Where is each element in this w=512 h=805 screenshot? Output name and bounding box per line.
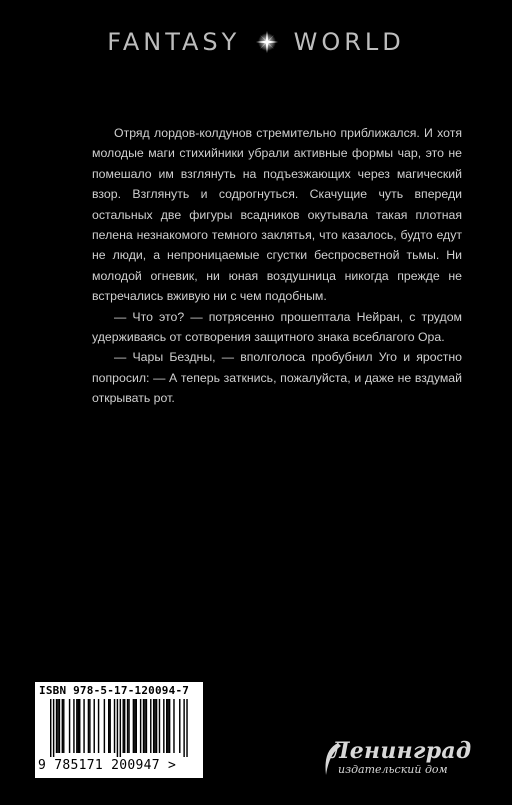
barcode-bar <box>76 699 77 753</box>
barcode-bar <box>136 699 137 753</box>
barcode-bar <box>186 699 187 757</box>
series-title <box>0 28 512 56</box>
barcode-bar <box>183 699 184 757</box>
sparkle-star-icon <box>256 31 278 53</box>
barcode-bar <box>173 699 174 753</box>
barcode-bar <box>69 699 70 753</box>
blurb-paragraph: — Чары Бездны, — вполголоса пробубнил Уго и яростно попросил: — А теперь заткнись, пожалуйста, и даже не вздумай открывать рот. <box>92 350 462 406</box>
barcode-bar <box>166 699 167 753</box>
barcode-icon <box>38 699 200 757</box>
barcode-bar <box>94 699 95 753</box>
barcode-bar <box>117 699 118 757</box>
barcode-bar <box>169 699 170 753</box>
barcode-bar <box>88 699 89 753</box>
barcode-bar <box>78 699 79 753</box>
barcode-bar <box>73 699 74 753</box>
barcode-bar <box>150 699 151 753</box>
barcode-bar <box>179 699 180 753</box>
publisher-logo <box>322 738 472 790</box>
series-title-right: WORLD <box>293 28 405 56</box>
barcode-bar <box>127 699 128 753</box>
barcode-block <box>35 682 203 778</box>
barcode-bar <box>114 699 115 753</box>
barcode-bar <box>146 699 147 753</box>
isbn-number: ISBN 978-5-17-120094-7 <box>39 684 190 697</box>
barcode-bar <box>123 699 124 753</box>
publisher-subtitle: издательский дом <box>338 763 448 776</box>
publisher-name: Ленинград <box>330 738 472 764</box>
barcode-bar <box>167 699 168 753</box>
barcode-bar <box>104 699 105 753</box>
barcode-bar <box>108 699 109 753</box>
barcode-bar <box>83 699 84 753</box>
blurb-paragraph: — Что это? — потрясенно прошептала Нейран, с трудом удерживаясь от сотворения защитного знака всеблагого Ора. <box>92 309 462 345</box>
barcode-bar <box>143 699 144 753</box>
barcode-bar <box>63 699 64 753</box>
barcode-bar <box>153 699 154 753</box>
barcode-bar <box>89 699 90 753</box>
barcode-bar <box>53 699 54 757</box>
blurb-text <box>92 123 462 409</box>
barcode-bar <box>154 699 155 753</box>
barcode-bar <box>134 699 135 753</box>
barcode-bar <box>109 699 110 753</box>
series-title-left: FANTASY <box>107 28 241 56</box>
barcode-bar <box>163 699 164 753</box>
blurb-paragraph: Отряд лордов-колдунов стремительно приближался. И хотя молодые маги стихийники убрали активные формы чар, это не помешало им взглянуть на подъезжающих через магический взор. Взглянуть и содрогнуться. Скачущие чуть впереди остальных две фигуры всадников окутывала такая плотная пелена незнакомого темного заклятья, что казалось, будто едут не люди, а непроницаемые сгустки беспросветной тьмы. Ни молодой огневик, ни юная воздушница никогда прежде не встречались вживую ни с чем подобным. <box>92 126 462 304</box>
barcode-bar <box>144 699 145 753</box>
barcode-bar <box>140 699 141 753</box>
barcode-bar <box>50 699 51 757</box>
barcode-bar <box>120 699 121 757</box>
barcode-bar <box>159 699 160 753</box>
barcode-bar <box>98 699 99 753</box>
barcode-bar <box>156 699 157 753</box>
barcode-bar <box>57 699 58 753</box>
barcode-bar <box>56 699 57 753</box>
barcode-bar <box>133 699 134 753</box>
barcode-bar <box>128 699 129 753</box>
ean-digits: 9 785171 200947 > <box>38 758 177 773</box>
barcode-bar <box>79 699 80 753</box>
barcode-bar <box>124 699 125 753</box>
barcode-bar <box>62 699 63 753</box>
barcode-bar <box>59 699 60 753</box>
